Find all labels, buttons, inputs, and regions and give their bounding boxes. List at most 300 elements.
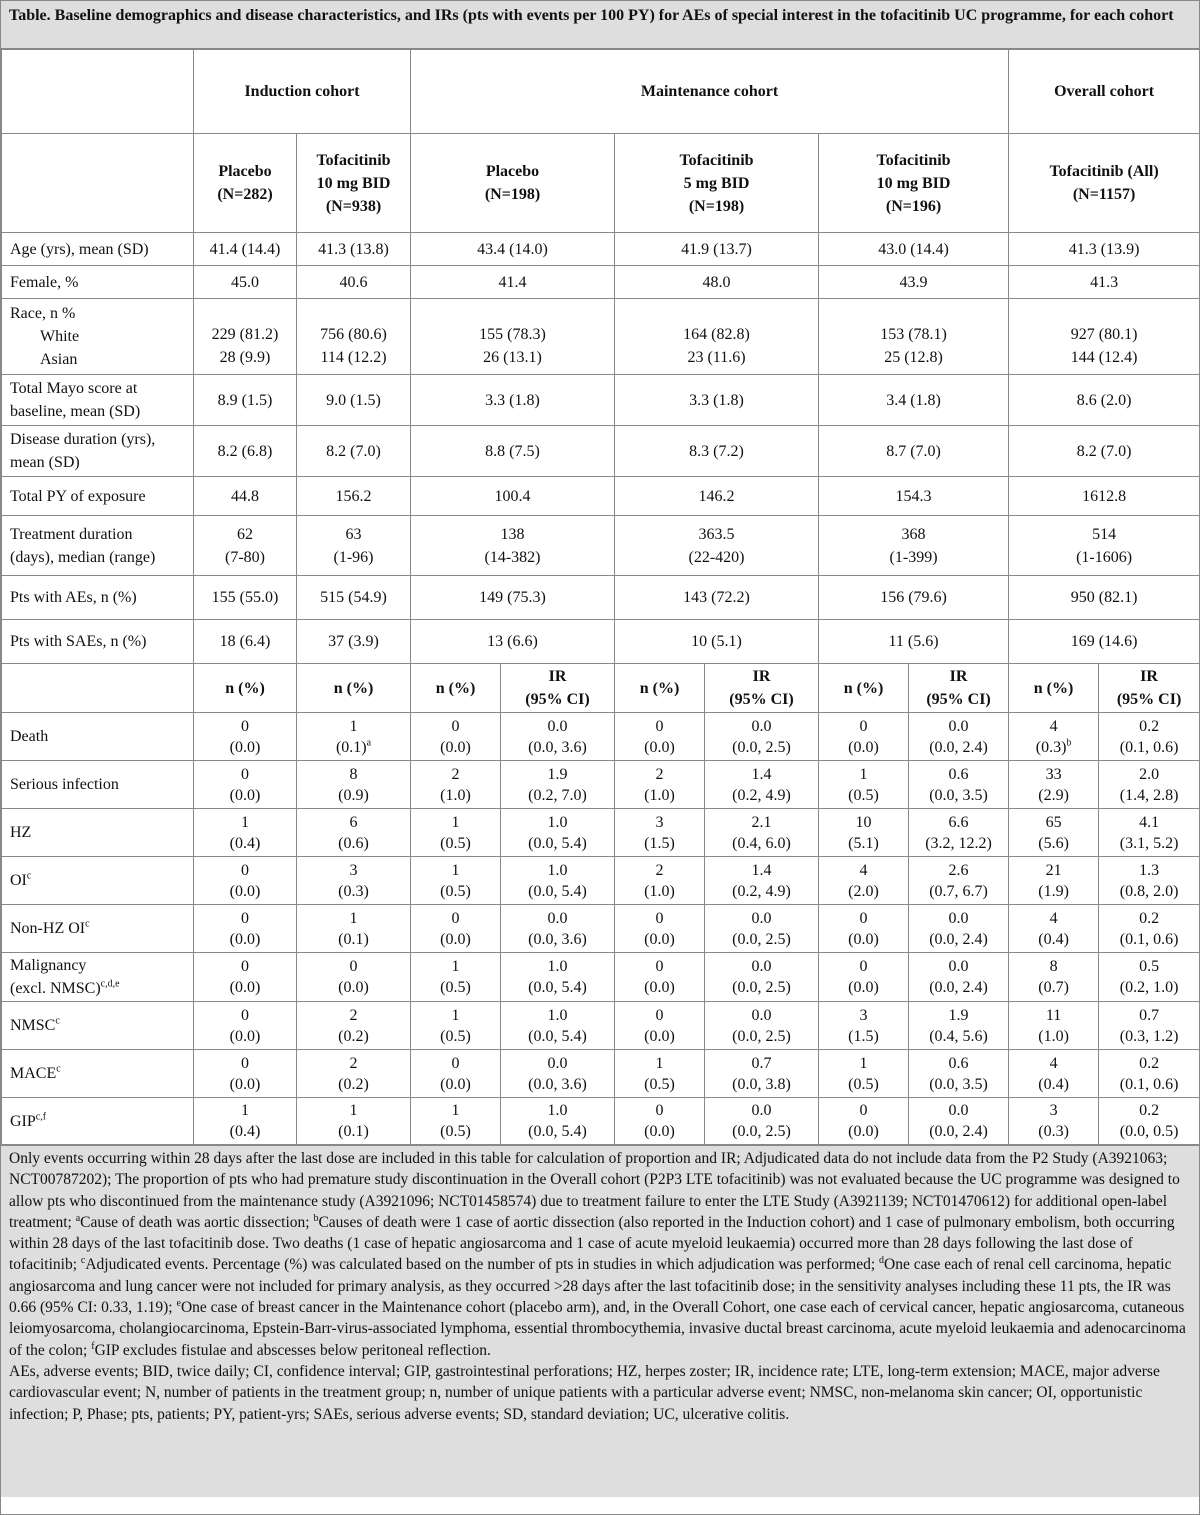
event-cell-value: 2: [451, 765, 460, 783]
event-cell-detail: (0.0): [338, 979, 369, 996]
value-cell: 11 (5.6): [819, 620, 1009, 664]
event-cell: [1009, 953, 1099, 1002]
event-label-sup: c,d,e: [100, 978, 120, 990]
event-cell-value: 8: [1049, 958, 1058, 975]
value-cell: 169 (14.6): [1009, 620, 1200, 664]
event-cell-value: 0: [241, 909, 249, 927]
event-cell-value: 0: [859, 717, 868, 735]
event-cell: [909, 1050, 1009, 1098]
event-cell: [1099, 1050, 1200, 1098]
event-cell-detail: (3.2, 12.2): [925, 834, 992, 852]
value-cell: 8.2 (6.8): [194, 426, 297, 477]
event-label-sup: c,f: [35, 1111, 47, 1123]
event-cell-value: 0.0: [751, 909, 772, 927]
value-cell: 48.0: [615, 266, 819, 299]
arm-dose: (N=282): [217, 186, 273, 203]
race-label: [2, 299, 194, 375]
event-cell-detail: (0.0, 3.8): [732, 1075, 791, 1093]
arm-n: (N=196): [885, 197, 942, 215]
event-cell-detail: (1.9): [1038, 882, 1069, 900]
n-pct-header: [819, 664, 909, 713]
duration-cell: [615, 516, 819, 576]
value-cell: 45.0: [194, 266, 297, 299]
event-row: [2, 761, 1200, 809]
ci-label: (95% CI): [926, 691, 991, 708]
race-asian-value: 144 (12.4): [1070, 349, 1138, 366]
ir-label: IR: [949, 668, 968, 685]
event-cell-detail: (1.5): [848, 1027, 879, 1045]
event-cell: [501, 1050, 615, 1098]
event-cell: [501, 1098, 615, 1145]
event-cell: [297, 905, 411, 953]
value-cell: 3.3 (1.8): [615, 375, 819, 426]
race-asian-label: Asian: [40, 351, 78, 368]
footnote-a-mark: a: [75, 1212, 81, 1224]
event-cell: [615, 1050, 705, 1098]
event-cell: [1099, 1098, 1200, 1145]
event-cell: [411, 761, 501, 809]
race-asian-value: 26 (13.1): [483, 349, 542, 366]
event-cell: [615, 713, 705, 761]
event-label: [2, 809, 194, 857]
event-cell: [819, 905, 909, 953]
event-cell-detail: (0.0, 2.5): [732, 930, 791, 948]
event-cell: [819, 809, 909, 857]
event-cell: [909, 809, 1009, 857]
event-cell-detail: (0.7): [1038, 979, 1069, 996]
n-pct-header: [194, 664, 297, 713]
event-cell-detail: (0.8, 2.0): [1119, 882, 1179, 900]
event-cell-value: 1.0: [547, 958, 568, 975]
event-cell: [909, 761, 1009, 809]
event-cell-value: 0: [349, 958, 358, 975]
row-label-text: Total PY of exposure: [10, 487, 146, 505]
event-cell: [501, 1002, 615, 1050]
arm-dose: 10 mg BID: [876, 174, 951, 192]
value-cell: 41.3 (13.9): [1009, 233, 1200, 266]
arm-dose: 10 mg BID: [316, 174, 391, 192]
event-cell: [411, 905, 501, 953]
event-cell: [411, 1098, 501, 1145]
event-label-text: Serious infection: [10, 776, 119, 793]
event-cell-value: 0.2: [1139, 717, 1160, 735]
event-cell-value: 1: [241, 1102, 249, 1119]
ae-summary-row: [2, 576, 1200, 620]
event-label: [2, 1050, 194, 1098]
event-cell-detail: (0.0): [644, 1027, 675, 1045]
race-white-value: 229 (81.2): [211, 326, 279, 343]
arm-name: Tofacitinib: [876, 151, 951, 169]
event-cell-value: 1.4: [751, 861, 772, 879]
n-pct-header: [615, 664, 705, 713]
footnote-c-mark: c: [80, 1255, 86, 1267]
event-cell-detail: (0.6): [338, 834, 369, 852]
event-cell: [909, 713, 1009, 761]
event-cell-detail: (0.0, 5.4): [528, 979, 587, 996]
blank-subheader-cell: [2, 664, 194, 713]
row-label-text: Age (yrs), mean (SD): [10, 240, 149, 258]
event-cell-sup: a: [366, 737, 372, 749]
event-cell-value: 1: [451, 958, 460, 975]
event-cell-value: 0.0: [751, 1006, 772, 1024]
event-cell-value: 0.5: [1139, 958, 1160, 975]
event-cell-detail: (0.0, 2.5): [732, 979, 791, 996]
event-cell-value: 0.2: [1139, 1054, 1160, 1072]
event-cell-value: 0.6: [948, 1054, 969, 1072]
event-cell-detail: (0.4): [229, 1123, 261, 1140]
ir-header: [1099, 664, 1200, 713]
event-cell: [297, 1050, 411, 1098]
event-cell: [501, 761, 615, 809]
arm-header-4: [819, 134, 1009, 233]
duration-range: (1-96): [333, 548, 374, 566]
row-label-text: Treatment duration: [10, 525, 133, 543]
treatment-duration-row: [2, 516, 1200, 576]
event-cell-value: 0: [241, 861, 249, 879]
duration-cell: [297, 516, 411, 576]
value-cell: 44.8: [194, 477, 297, 516]
event-cell-detail: (0.0): [229, 786, 261, 804]
event-label-sup: c: [85, 918, 90, 930]
event-cell-detail: (5.6): [1038, 834, 1069, 852]
event-cell-value: 1: [451, 1102, 460, 1119]
n-pct-label: n (%): [639, 679, 680, 697]
value-cell: 37 (3.9): [297, 620, 411, 664]
event-cell: [297, 761, 411, 809]
event-label-sup: c: [26, 870, 32, 882]
event-cell-detail: (0.3, 1.2): [1119, 1027, 1179, 1045]
event-cell: [615, 953, 705, 1002]
event-cell-detail: (0.0, 3.6): [528, 930, 587, 948]
event-cell: [194, 1098, 297, 1145]
footnote-f-mark: f: [91, 1340, 95, 1352]
event-cell-detail: (0.0, 2.4): [929, 1123, 988, 1140]
event-cell-detail: (0.5): [440, 834, 471, 852]
value-cell: 43.0 (14.4): [819, 233, 1009, 266]
event-cell-detail: (0.0): [229, 738, 261, 756]
event-cell: [297, 809, 411, 857]
table-title: Table. Baseline demographics and disease characteristics, and IRs (pts with events per 100 PY) for AEs of special interest in the tofacitinib UC programme, for each cohort: [1, 1, 1199, 49]
value-cell: 13 (6.6): [411, 620, 615, 664]
event-cell: [501, 809, 615, 857]
value-cell: 3.4 (1.8): [819, 375, 1009, 426]
event-cell-detail: (0.0): [848, 738, 879, 756]
event-cell-value: 3: [1049, 1102, 1058, 1119]
value-cell: 515 (54.9): [297, 576, 411, 620]
event-cell: [1099, 857, 1200, 905]
event-cell: [1009, 761, 1099, 809]
value-cell: 8.6 (2.0): [1009, 375, 1200, 426]
duration-range: (1-1606): [1076, 548, 1133, 566]
event-label: [2, 761, 194, 809]
value-cell: 8.2 (7.0): [297, 426, 411, 477]
event-cell-detail: (0.0, 3.5): [929, 786, 988, 804]
event-cell-detail: (0.0, 2.4): [929, 930, 988, 948]
event-label: [2, 713, 194, 761]
value-cell: 146.2: [615, 477, 819, 516]
event-cell-detail: (0.5): [848, 786, 879, 804]
race-white-label: White: [40, 328, 80, 345]
value-cell: 41.3 (13.8): [297, 233, 411, 266]
arm-header-0: [194, 134, 297, 233]
event-cell-value: 2: [655, 861, 664, 879]
event-cell: [1009, 857, 1099, 905]
event-cell-detail: (0.0): [644, 930, 675, 948]
footnote-f: GIP excludes fistulae and abscesses below peritoneal reflection.: [94, 1341, 491, 1359]
value-cell: 950 (82.1): [1009, 576, 1200, 620]
event-cell-detail: (0.4, 5.6): [929, 1027, 988, 1045]
event-cell: [909, 1098, 1009, 1145]
event-subheader-row: [2, 664, 1200, 713]
arm-header-1: [297, 134, 411, 233]
value-cell: 8.9 (1.5): [194, 375, 297, 426]
footnotes: [1, 1145, 1199, 1497]
event-cell: [909, 1002, 1009, 1050]
event-cell: [705, 761, 819, 809]
event-cell-value: 1.9: [948, 1006, 969, 1024]
event-cell-detail: (1.0): [644, 786, 675, 804]
footnote-c: Adjudicated events. Percentage (%) was calculated based on the number of pts in studies in which adjudication was performed;: [85, 1256, 880, 1274]
event-label: [2, 1098, 194, 1145]
event-cell-value: 1: [349, 1102, 358, 1119]
ae-summary-row: [2, 620, 1200, 664]
event-cell: [819, 1050, 909, 1098]
event-cell-value: 0.2: [1139, 909, 1160, 927]
row-label: [2, 576, 194, 620]
event-cell-detail: (0.0): [229, 882, 261, 900]
value-cell: 41.4: [411, 266, 615, 299]
race-value-cell: [615, 299, 819, 375]
race-asian-value: 114 (12.2): [320, 349, 387, 366]
duration-range: (14-382): [484, 548, 541, 566]
race-white-value: 164 (82.8): [683, 326, 750, 343]
value-cell: 156 (79.6): [819, 576, 1009, 620]
value-cell: 41.3: [1009, 266, 1200, 299]
event-cell: [819, 857, 909, 905]
event-cell: [501, 905, 615, 953]
arm-n: (N=938): [325, 197, 382, 215]
row-label-text: Total Mayo score at: [10, 380, 138, 397]
value-cell: 41.4 (14.4): [194, 233, 297, 266]
ci-label: (95% CI): [729, 691, 794, 708]
event-cell-detail: (0.1, 0.6): [1119, 738, 1179, 756]
footnote-a: Cause of death was aortic dissection;: [80, 1213, 314, 1231]
event-cell-detail: (0.1, 0.6): [1119, 930, 1179, 948]
event-cell-value: 0.0: [751, 1102, 772, 1119]
event-cell: [1099, 809, 1200, 857]
event-cell-detail: (0.0): [440, 738, 471, 756]
event-label-text: Malignancy: [10, 957, 87, 974]
arm-header-row: [2, 134, 1200, 233]
row-label: [2, 375, 194, 426]
race-asian-value: 25 (12.8): [884, 349, 943, 366]
event-cell: [819, 761, 909, 809]
event-cell: [501, 953, 615, 1002]
event-cell-detail: (0.0): [229, 1027, 261, 1045]
event-label-sup: c: [55, 1015, 60, 1027]
event-cell-value: 4.1: [1139, 813, 1160, 831]
event-cell-value: 0.0: [751, 717, 772, 735]
results-table: [1, 49, 1200, 1145]
duration-cell: [411, 516, 615, 576]
abbreviations: AEs, adverse events; BID, twice daily; CI, confidence interval; GIP, gastrointestinal perforations; HZ, herpes zoster; IR, incidence rate; LTE, long-term extension; MACE, major adverse cardiovascular event; N, number of patients in the treatment group; n, number of unique patients with a particular adverse event; NMSC, non-melanoma skin cancer; OI, opportunistic infection; P, Phase; pts, patients; PY, patient-yrs; SAEs, serious adverse events; SD, standard deviation; UC, ulcerative colitis.: [9, 1362, 1160, 1423]
event-cell-value: 1.4: [751, 765, 772, 783]
event-label: [2, 905, 194, 953]
event-cell: [1099, 761, 1200, 809]
arm-name: Placebo: [218, 163, 272, 180]
event-cell-value: 3: [859, 1006, 868, 1024]
event-cell: [615, 761, 705, 809]
event-cell: [909, 857, 1009, 905]
event-cell-value: 2.0: [1139, 765, 1160, 783]
event-label-text: GIP: [10, 1112, 36, 1130]
event-cell-value: 8: [349, 765, 358, 783]
event-cell-detail: (1.4, 2.8): [1119, 786, 1179, 804]
event-cell-detail: (0.0): [229, 930, 261, 948]
event-cell: [909, 953, 1009, 1002]
event-cell-detail: (1.0): [440, 786, 471, 804]
footnote-e-mark: e: [176, 1297, 181, 1309]
race-white-value: 756 (80.6): [320, 326, 387, 343]
event-cell-value: 1.0: [547, 1006, 568, 1024]
event-cell: [501, 713, 615, 761]
event-cell: [1009, 809, 1099, 857]
event-cell-detail: (0.1): [338, 930, 369, 948]
arm-dose: 5 mg BID: [683, 174, 750, 192]
ir-header: [705, 664, 819, 713]
value-cell: 8.3 (7.2): [615, 426, 819, 477]
event-cell-value: 0.0: [948, 1102, 969, 1119]
event-cell-value: 0: [655, 717, 664, 735]
row-label-text: Pts with AEs, n (%): [10, 589, 137, 606]
duration-median: 62: [237, 525, 253, 543]
event-row: [2, 1002, 1200, 1050]
value-cell: 149 (75.3): [411, 576, 615, 620]
ci-label: (95% CI): [525, 691, 590, 708]
event-cell-value: 0.0: [948, 909, 969, 927]
race-value-cell: [297, 299, 411, 375]
ir-label: IR: [548, 668, 567, 685]
event-cell: [411, 809, 501, 857]
n-pct-header: [297, 664, 411, 713]
event-cell: [194, 809, 297, 857]
duration-range: (1-399): [889, 548, 938, 566]
event-cell-detail: (0.3): [1038, 1123, 1069, 1140]
event-cell-value: 2: [655, 765, 664, 783]
event-cell-detail: (1.0): [1038, 1027, 1069, 1045]
event-cell-detail: (0.0, 5.4): [528, 834, 587, 852]
event-cell-detail: (0.0, 2.4): [929, 738, 988, 756]
event-cell-value: 1: [451, 813, 460, 831]
event-cell: [194, 1002, 297, 1050]
cohort-header-row: [2, 50, 1200, 134]
value-cell: 155 (55.0): [194, 576, 297, 620]
n-pct-label: n (%): [333, 679, 374, 697]
event-cell-value: 1: [451, 1006, 460, 1024]
event-cell: [297, 1002, 411, 1050]
event-label-text: OI: [10, 872, 27, 889]
value-cell: 10 (5.1): [615, 620, 819, 664]
event-cell-value: 3: [655, 813, 664, 831]
event-row: [2, 713, 1200, 761]
n-pct-label: n (%): [1033, 679, 1074, 697]
event-cell: [819, 953, 909, 1002]
event-cell-value: 0: [451, 909, 460, 927]
event-cell-detail: (0.4): [1038, 930, 1069, 948]
event-cell: [615, 1098, 705, 1145]
event-cell: [705, 905, 819, 953]
event-cell-detail: (0.5): [440, 979, 471, 996]
arm-header-2: [411, 134, 615, 233]
event-cell-detail: (0.5): [848, 1075, 879, 1093]
event-cell-detail: (0.5): [644, 1075, 675, 1093]
value-cell: 8.7 (7.0): [819, 426, 1009, 477]
event-cell-detail: (0.0): [848, 979, 879, 996]
event-cell-detail: (0.0, 3.5): [929, 1075, 988, 1093]
arm-name: Tofacitinib (All): [1049, 163, 1159, 180]
race-value-cell: [411, 299, 615, 375]
event-cell-value: 6: [349, 813, 358, 831]
event-cell-value: 1: [349, 909, 358, 927]
event-cell-detail: (0.4): [229, 834, 261, 852]
event-cell-detail: (0.0): [229, 1075, 261, 1093]
n-pct-label: n (%): [435, 679, 476, 697]
footnote-paragraph: [9, 1148, 1191, 1361]
event-cell-detail: (0.0): [440, 930, 471, 948]
event-cell-value: 2: [349, 1006, 358, 1024]
row-label-text-2: baseline, mean (SD): [10, 403, 141, 420]
race-asian-value: 23 (11.6): [687, 349, 746, 366]
event-cell: [705, 1050, 819, 1098]
event-cell-value: 0: [655, 1006, 664, 1024]
event-cell: [194, 1050, 297, 1098]
arm-name: Tofacitinib: [679, 151, 754, 169]
event-cell-detail: (0.0, 2.4): [929, 979, 988, 996]
row-label: [2, 426, 194, 477]
event-cell-value: 21: [1045, 861, 1062, 879]
event-cell-detail: (0.2): [338, 1075, 369, 1093]
event-label-sup: c: [56, 1063, 61, 1075]
event-cell: [194, 713, 297, 761]
event-row: [2, 905, 1200, 953]
event-cell: [194, 857, 297, 905]
value-cell: 154.3: [819, 477, 1009, 516]
event-cell-value: 1: [349, 717, 358, 735]
event-cell-value: 10: [855, 813, 872, 831]
event-cell-detail: (0.1): [335, 738, 367, 756]
event-cell-detail: (0.2, 4.9): [732, 882, 791, 900]
event-cell-value: 0: [241, 958, 249, 975]
event-cell-value: 2.1: [751, 813, 772, 831]
event-cell-value: 1: [859, 1054, 868, 1072]
ir-header: [909, 664, 1009, 713]
event-cell: [615, 905, 705, 953]
event-cell-value: 1: [655, 1054, 664, 1072]
duration-median: 368: [901, 525, 926, 543]
event-cell: [297, 1098, 411, 1145]
event-cell: [411, 857, 501, 905]
event-cell-detail: (0.1, 0.6): [1119, 1075, 1179, 1093]
event-cell-value: 1: [241, 813, 249, 831]
event-cell-value: 1.0: [547, 1102, 568, 1119]
value-cell: 43.9: [819, 266, 1009, 299]
event-label: [2, 953, 194, 1002]
event-cell-detail: (0.9): [338, 786, 369, 804]
event-cell-detail: (0.0, 3.6): [528, 738, 587, 756]
event-cell-value: 0.7: [751, 1054, 772, 1072]
event-cell: [705, 1098, 819, 1145]
footnote-b-mark: b: [313, 1212, 319, 1224]
